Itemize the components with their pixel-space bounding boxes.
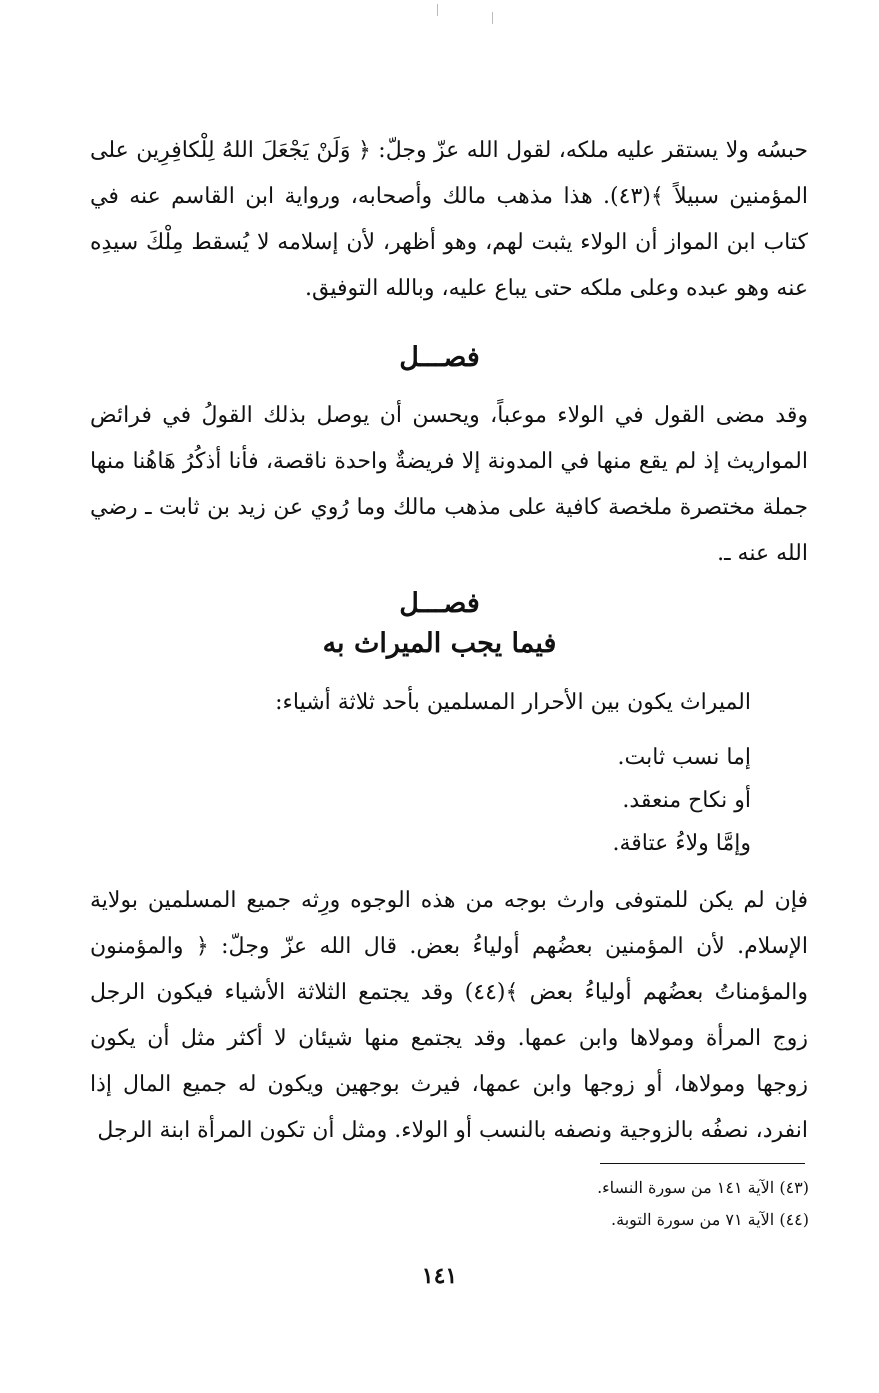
paragraph-2: وقد مضى القول في الولاء موعباً، ويحسن أن يوصل بذلك القولُ في فرائض المواريث إذ لم يقع منها في المدونة إلا فريضةٌ واحدة ناقصة، فأنا أذكُرُ هَاهُنا منها جملة مختصرة ملخصة كافية على مذهب مالك وما رُوي عن زيد بن ثابت ـ رضي الله عنه ـ. <box>90 403 808 566</box>
paragraph-1: حبسُه ولا يستقر عليه ملكه، لقول الله عزّ وجلّ: ﴿ وَلَنْ يَجْعَلَ اللهُ لِلْكافِرِين على المؤمنين سبيلاً ﴾(٤٣). هذا مذهب مالك وأصحابه، ورواية ابن القاسم عنه في كتاب ابن المواز أن الولاء يثبت لهم، وهو أظهر، لأن إسلامه لا يُسقط مِلْكَ سيدِه عنه وهو عبده وعلى ملكه حتى يباع عليه، وبالله التوفيق. <box>90 138 809 301</box>
list-item: أو نكاح منعقد. <box>622 788 751 813</box>
section-heading: فصـــل <box>399 342 480 373</box>
list-item: إما نسب ثابت. <box>617 745 751 770</box>
section-subheading: فيما يجب الميراث به <box>322 628 557 659</box>
scan-mark <box>492 12 493 24</box>
scan-mark <box>437 4 438 16</box>
section-heading: فصـــل <box>399 588 480 619</box>
page-number: ١٤١ <box>421 1263 458 1289</box>
intro-line: الميراث يكون بين الأحرار المسلمين بأحد ثلاثة أشياء: <box>275 690 751 715</box>
footnote-divider <box>600 1163 805 1164</box>
list-item: وإمَّا ولاءُ عتاقة. <box>612 831 751 856</box>
footnote: (٤٣) الآية ١٤١ من سورة النساء. <box>597 1178 809 1197</box>
footnote: (٤٤) الآية ٧١ من سورة التوبة. <box>611 1210 809 1229</box>
paragraph-3: فإن لم يكن للمتوفى وارث بوجه من هذه الوجوه ورِثه جميع المسلمين بولاية الإسلام. لأن المؤمنين بعضُهم أولياءُ بعض. قال الله عزّ وجلّ: ﴿ والمؤمنون والمؤمناتُ بعضُهم أولياءُ بعض ﴾(٤٤) وقد يجتمع الثلاثة الأشياء فيكون الرجل زوج المرأة ومولاها وابن عمها. وقد يجتمع منها شيئان لا أكثر مثل أن يكون زوجها ومولاها، أو زوجها وابن عمها، فيرث بوجهين ويكون له جميع المال إذا انفرد، نصفُه بالزوجية ونصفه بالنسب أو الولاء. ومثل أن تكون المرأة ابنة الرجل <box>90 888 808 1143</box>
